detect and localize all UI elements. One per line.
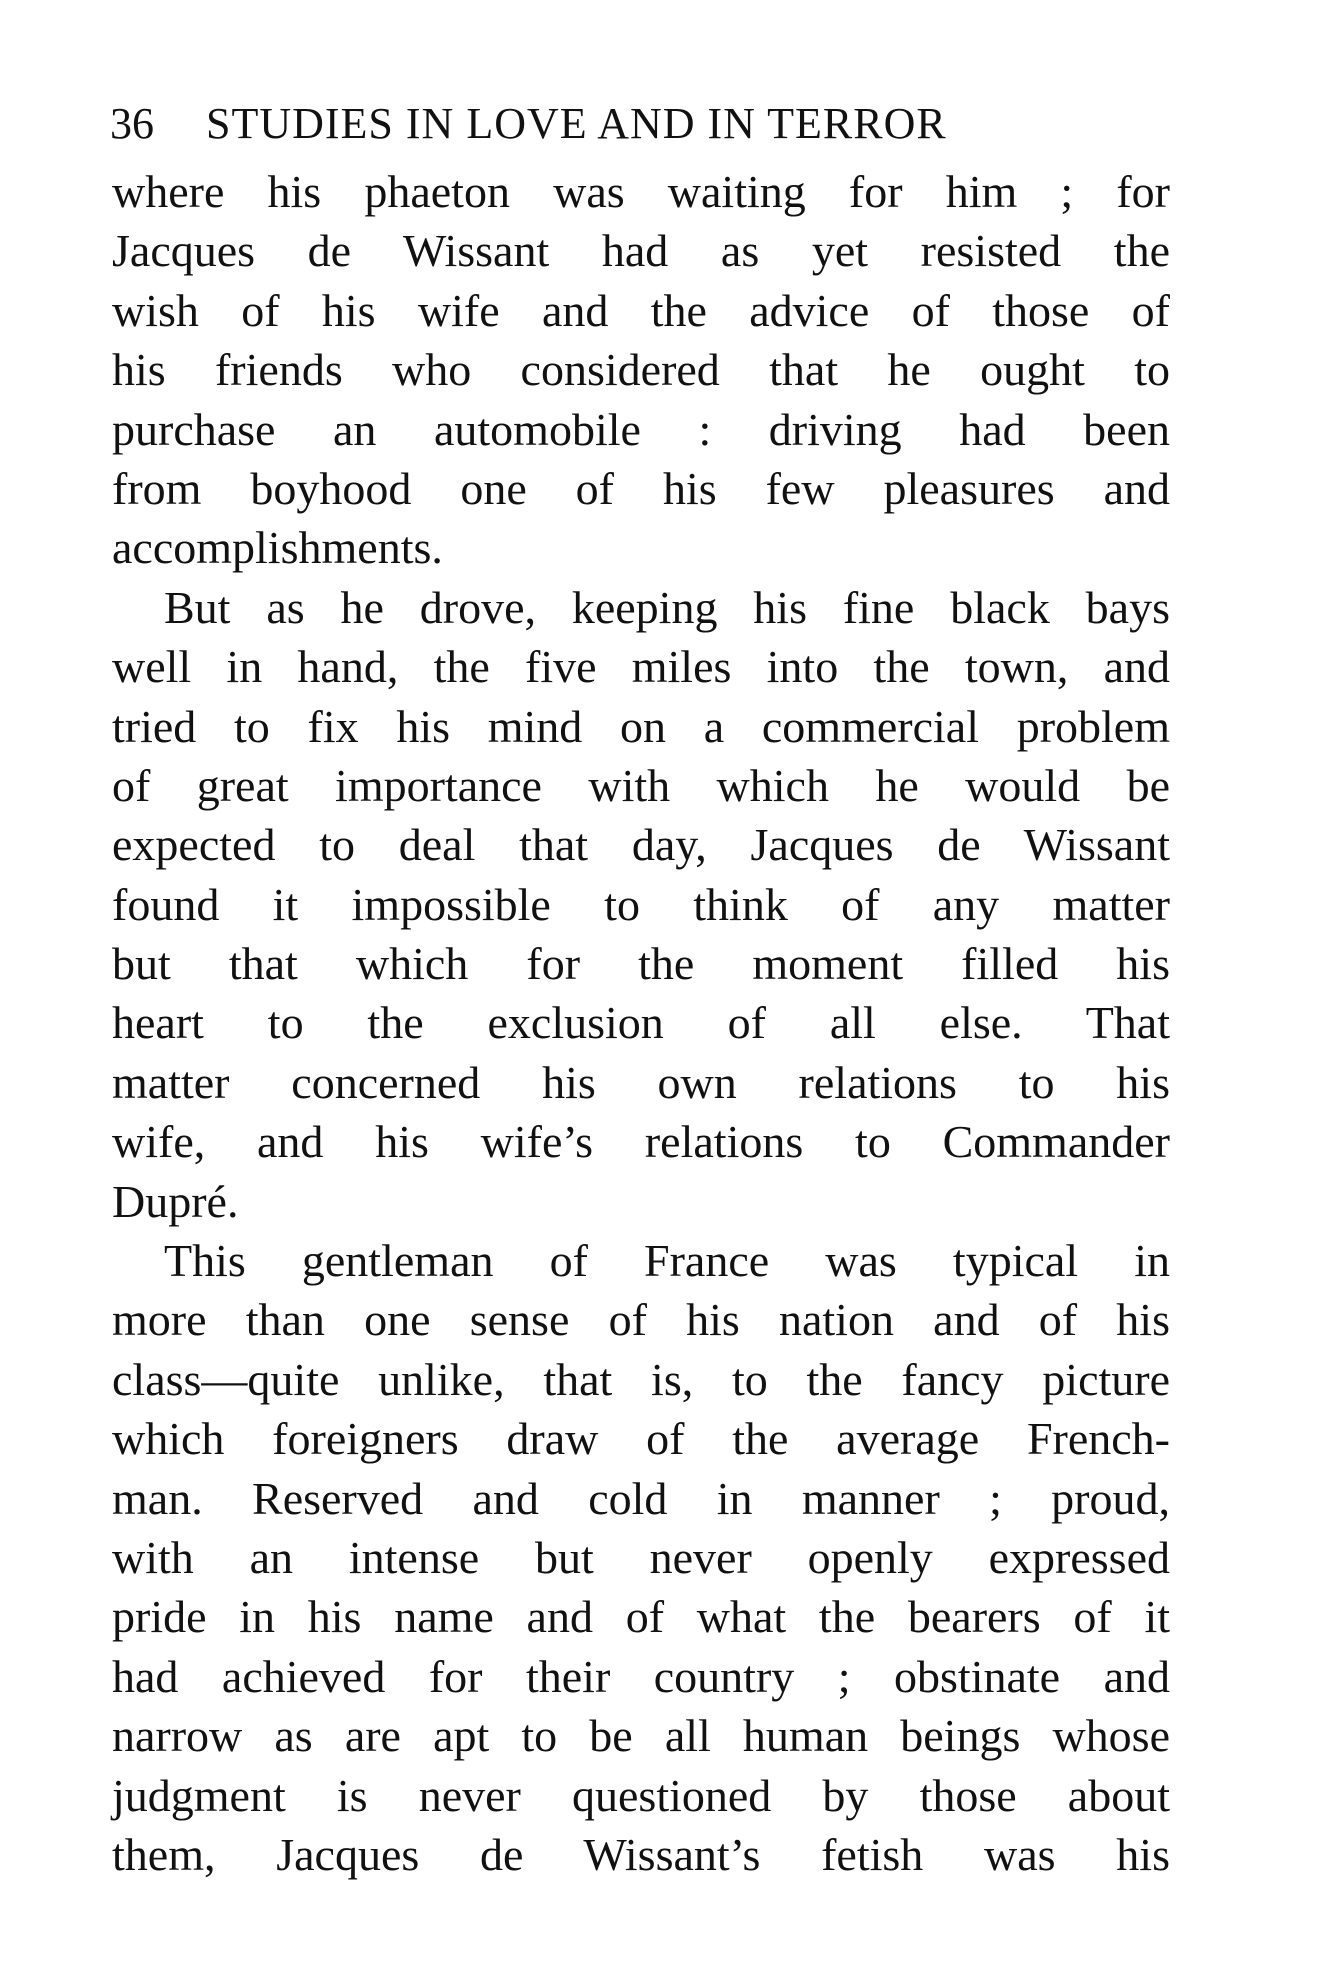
running-head xyxy=(110,94,1150,154)
text-line: tried to fix his mind on a commercial problem xyxy=(112,700,1170,752)
text-line: but that which for the moment filled his xyxy=(112,938,1170,990)
text-body xyxy=(112,162,1170,1884)
text-line: Jacques de Wissant had as yet resisted the xyxy=(112,225,1170,277)
text-line: accomplishments. xyxy=(112,522,443,574)
paragraph xyxy=(112,578,1170,1231)
text-line: This gentleman of France was typical in xyxy=(164,1235,1170,1287)
text-line: more than one sense of his nation and of his xyxy=(112,1294,1170,1346)
text-line: found it impossible to think of any matter xyxy=(112,878,1170,930)
running-title: STUDIES IN LOVE AND IN TERROR xyxy=(206,99,947,148)
text-line: man. Reserved and cold in manner ; proud, xyxy=(112,1472,1170,1524)
text-line: But as he drove, keeping his fine black bays xyxy=(164,581,1170,633)
text-line: expected to deal that day, Jacques de Wissant xyxy=(112,819,1170,871)
text-line: where his phaeton was waiting for him ; for xyxy=(112,166,1170,217)
text-line: purchase an automobile : driving had been xyxy=(112,403,1170,455)
paragraph xyxy=(112,1231,1170,1884)
text-line: matter concerned his own relations to his xyxy=(112,1056,1170,1108)
text-line: had achieved for their country ; obstinate and xyxy=(112,1650,1170,1702)
page-number: 36 xyxy=(110,99,154,148)
text-line: them, Jacques de Wissant’s fetish was his xyxy=(112,1828,1170,1880)
text-line: heart to the exclusion of all else. That xyxy=(112,997,1170,1049)
text-line: his friends who considered that he ought to xyxy=(112,344,1170,396)
text-line: wish of his wife and the advice of those of xyxy=(112,284,1170,336)
text-line: narrow as are apt to be all human beings whose xyxy=(112,1710,1170,1762)
text-line: wife, and his wife’s relations to Commander xyxy=(112,1116,1170,1168)
text-line: which foreigners draw of the average French- xyxy=(112,1413,1170,1465)
text-line: well in hand, the five miles into the town, and xyxy=(112,641,1170,693)
text-line: of great importance with which he would be xyxy=(112,759,1170,811)
text-line: pride in his name and of what the bearers of it xyxy=(112,1591,1170,1643)
text-line: Dupré. xyxy=(112,1175,239,1227)
text-line: judgment is never questioned by those about xyxy=(112,1769,1170,1821)
text-line: class—quite unlike, that is, to the fancy picture xyxy=(112,1353,1170,1405)
text-line: with an intense but never openly expressed xyxy=(112,1531,1170,1583)
text-line: from boyhood one of his few pleasures and xyxy=(112,462,1170,514)
paragraph xyxy=(112,162,1170,578)
